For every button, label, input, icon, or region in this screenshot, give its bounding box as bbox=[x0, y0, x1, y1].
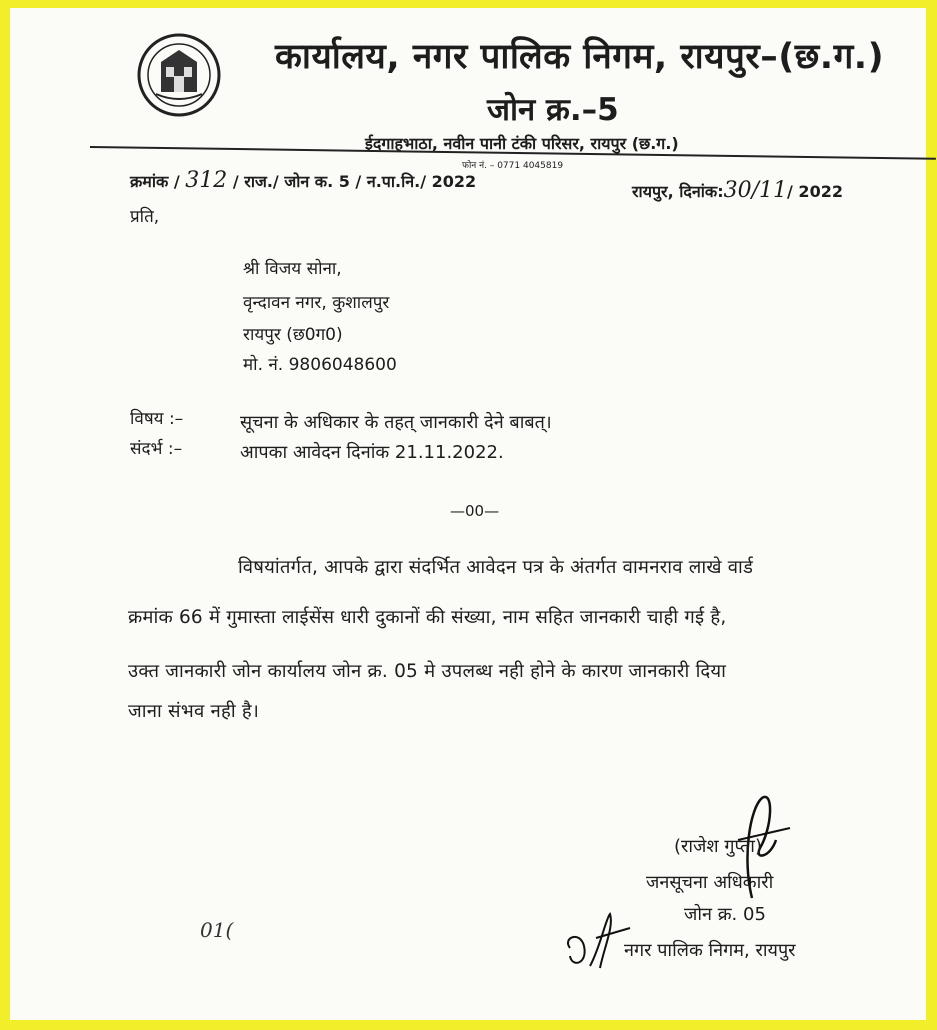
date-handwritten: 30/11 bbox=[723, 178, 788, 203]
letter-page bbox=[10, 8, 926, 1020]
section-divider: —00— bbox=[450, 502, 500, 520]
recipient-mobile: मो. नं. 9806048600 bbox=[243, 355, 397, 375]
reference-number bbox=[130, 168, 476, 193]
reference-handwritten-number: 312 bbox=[185, 168, 228, 193]
body-line: जाना संभव नही है। bbox=[128, 701, 260, 722]
zone-heading: जोन क्र.–5 bbox=[487, 92, 619, 128]
subject-label: विषय :– bbox=[130, 409, 184, 429]
signatory-organization: नगर पालिक निगम, रायपुर bbox=[624, 940, 796, 961]
office-phone: फोन नं. – 0771 4045819 bbox=[462, 161, 564, 171]
date-suffix: / 2022 bbox=[787, 182, 843, 201]
date-prefix: रायपुर, दिनांक: bbox=[632, 182, 724, 201]
recipient-line: वृन्दावन नगर, कुशालपुर bbox=[243, 293, 390, 313]
body-line: उक्त जानकारी जोन कार्यालय जोन क्र. 05 मे उपलब्ध नही होने के कारण जानकारी दिया bbox=[128, 661, 727, 682]
body-line: क्रमांक 66 में गुमास्ता लाईसेंस धारी दुकानों की संख्या, नाम सहित जानकारी चाही गई है, bbox=[128, 607, 727, 628]
reference-prefix: क्रमांक / bbox=[130, 172, 180, 191]
reference-suffix: / राज./ जोन क. 5 / न.पा.नि./ 2022 bbox=[232, 172, 477, 191]
reference-note-text: आपका आवेदन दिनांक 21.11.2022. bbox=[240, 442, 504, 463]
municipal-seal-icon bbox=[136, 32, 222, 118]
reference-note-label: संदर्भ :– bbox=[130, 439, 183, 459]
signatory-designation: जनसूचना अधिकारी bbox=[646, 872, 774, 893]
signatory-name: (राजेश गुप्ता) bbox=[674, 836, 762, 857]
recipient-line: श्री विजय सोना, bbox=[243, 259, 342, 279]
signatory-zone: जोन क्र. 05 bbox=[684, 904, 766, 925]
body-line: विषयांतर्गत, आपके द्वारा संदर्भित आवेदन पत्र के अंतर्गत वामनराव लाखे वार्ड bbox=[238, 557, 754, 578]
office-address: ईदगाहभाठा, नवीन पानी टंकी परिसर, रायपुर (छ.ग.) bbox=[365, 134, 679, 153]
letter-date bbox=[632, 178, 843, 203]
to-label: प्रति, bbox=[130, 207, 160, 227]
office-title: कार्यालय, नगर पालिक निगम, रायपुर–(छ.ग.) bbox=[275, 37, 885, 77]
recipient-line: रायपुर (छ0ग0) bbox=[243, 325, 343, 345]
subject-text: सूचना के अधिकार के तहत् जानकारी देने बाबत्। bbox=[240, 412, 552, 433]
handwritten-note: 01( bbox=[200, 918, 234, 942]
